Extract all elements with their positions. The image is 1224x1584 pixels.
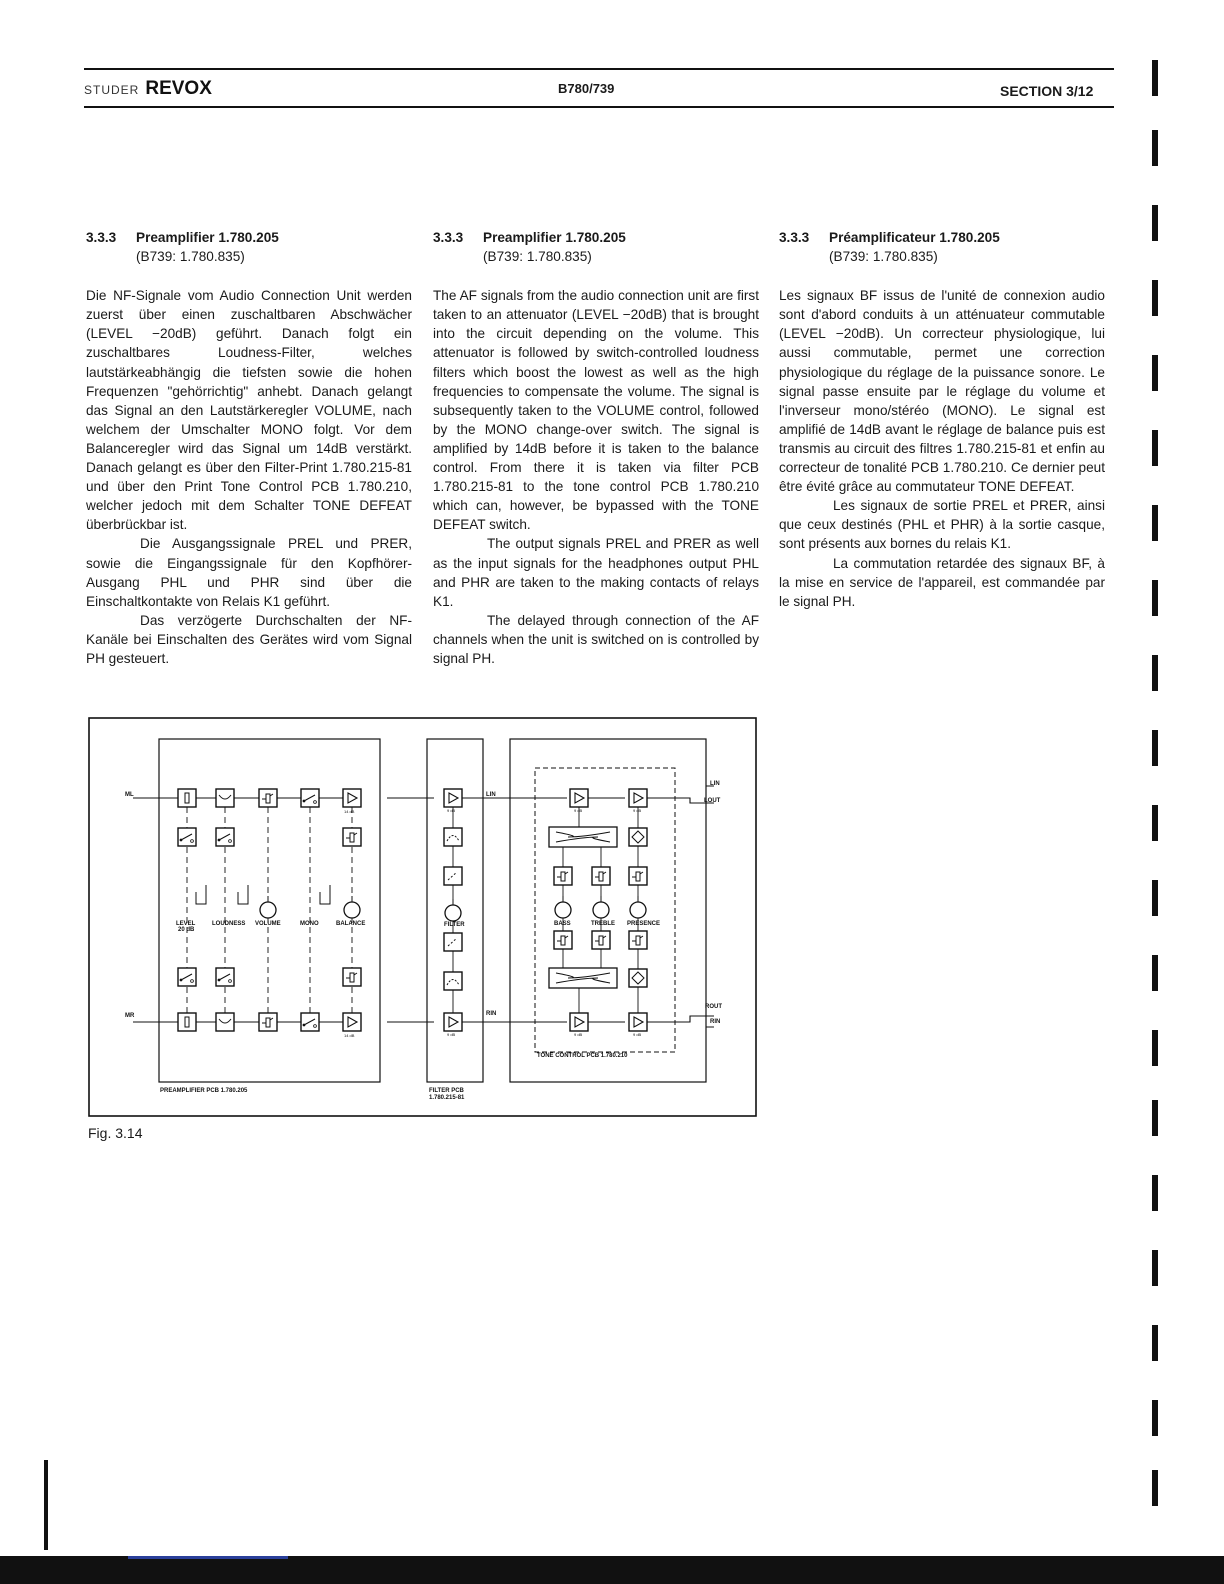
scan-edge-mark [1152,655,1158,691]
scan-edge-mark [1152,1470,1158,1506]
section-number: SECTION 3/12 [1000,83,1094,99]
column-heading: 3.3.3 Preamplifier 1.780.205 [433,230,626,245]
label-mr: MR [125,1013,135,1019]
label-ml: ML [125,792,134,798]
scan-edge-mark [1152,880,1158,916]
scan-edge-mark [1152,205,1158,241]
label-lout: LOUT [704,798,721,804]
label-preamp-pcb: PREAMPLIFIER PCB 1.780.205 [160,1088,248,1094]
label-rout: ROUT [705,1004,722,1010]
label-filter-pcb: FILTER PCB [429,1088,464,1094]
label-gain-9-filter-left: 9 dB [447,808,456,813]
label-rin: RIN [486,1011,497,1017]
label-gain-9-tone-3: 9 dB [574,1032,583,1037]
scan-edge-mark [1152,1175,1158,1211]
scan-edge-mark [1152,280,1158,316]
column-subheading: (B739: 1.780.835) [829,249,938,265]
scan-edge-mark [1152,580,1158,616]
label-mono: MONO [300,921,319,927]
label-gain-9-tone-2: 9 dB [633,808,642,813]
label-lin-out: LIN [710,781,720,787]
paragraph: The delayed through connection of the AF channels when the unit is switched on is controlled by signal PH. [433,612,759,666]
label-volume: VOLUME [255,921,281,927]
brand-studer: STUDER [84,83,140,97]
column-heading: 3.3.3 Preamplifier 1.780.205 [86,230,279,245]
scan-edge-mark [1152,505,1158,541]
brand-revox: REVOX [145,78,212,99]
column-heading: 3.3.3 Préamplificateur 1.780.205 [779,230,1000,245]
label-treble: TREBLE [591,921,615,927]
label-filter: FILTER [444,922,465,928]
label-gain-14-right: 14 dB [344,1033,355,1038]
paragraph: Das verzögerte Durchschalten der NF-Kanäle bei Einschalten des Gerätes wird vom Signal PH gesteuert. [86,612,412,666]
paragraph: Die NF-Signale vom Audio Connection Unit werden zuerst über einen zuschaltbaren Abschwächer (LEVEL −20dB) geführt. Danach folgt ein zuschaltbares Loudness-Filter, welches lautstärkeabhängig die tiefsten sowie die hohen Frequenzen "gehörrichtig" anhebt. Danach gelangt das Signal an den Lautstärkeregler VOLUME, nach welchem der Umschalter MONO folgt. Vor dem Balanceregler wird das Signal um 14dB verstärkt. Danach gelangt es über den Filter-Print 1.780.215-81 und über den Print Tone Control PCB 1.780.210, welcher jedoch mit dem Schalter TONE DEFEAT überbrückbar ist. [86,288,412,533]
label-loudness: LOUDNESS [212,921,246,927]
column-german [86,228,412,668]
label-gain-9-filter-right: 9 dB [447,1032,456,1037]
scan-edge-mark [1152,1400,1158,1436]
label-gain-14-left: 14 dB [344,809,355,814]
scan-edge-mark [1152,1030,1158,1066]
column-english [433,228,759,668]
label-balance: BALANCE [336,921,366,927]
scan-bottom-bar [0,1556,1224,1584]
paragraph: The output signals PREL and PRER as well as the input signals for the headphones output PHL and PHR are taken to the making contacts of relays K1. [433,536,759,609]
label-gain-9-tone-1: 9 dB [574,808,583,813]
block-diagram [88,717,757,1117]
scan-edge-mark [1152,1325,1158,1361]
paragraph: La commutation retardée des signaux BF, à la mise en service de l'appareil, est commandée par le signal PH. [779,555,1105,609]
scan-edge-mark [1152,805,1158,841]
label-bass: BASS [554,921,571,927]
label-lin: LIN [486,792,496,798]
header-bottom-rule [84,106,1114,108]
column-subheading: (B739: 1.780.835) [483,249,592,265]
scan-edge-mark [1152,1100,1158,1136]
scan-edge-mark [1152,130,1158,166]
brand-logo [84,78,212,100]
label-level-db: 20 dB [178,927,195,933]
scan-blue-line [128,1556,288,1559]
model-number: B780/739 [558,81,615,96]
paragraph: Die Ausgangssignale PREL und PRER, sowie die Eingangssignale für den Kopfhörer-Ausgang PHL und PHR sind über die Einschaltkontakte von Relais K1 geführt. [86,536,412,609]
label-filter-pcb-number: 1.780.215-81 [429,1095,465,1101]
scan-artifact [44,1460,48,1550]
paragraph: The AF signals from the audio connection unit are first taken to an attenuator (LEVEL −20dB) that is brought into the circuit depending on the volume. This attenuator is followed by switch-controlled loudness filters which boost the lowest as well as the high frequencies to compensate the volume. The signal is subsequently taken to the VOLUME control, followed by the MONO change-over switch. The signal is amplified by 14dB before it is taken to the balance control. From there it is taken via filter PCB 1.780.215-81 to the tone control PCB 1.780.210 which can, however, be bypassed with the TONE DEFEAT switch. [433,288,759,533]
scan-edge-mark [1152,430,1158,466]
label-level: LEVEL [176,921,196,927]
scan-edge-mark [1152,60,1158,96]
column-subheading: (B739: 1.780.835) [136,249,245,265]
label-tone-pcb: TONE CONTROL PCB 1.780.210 [537,1053,628,1059]
label-rin-out: RIN [710,1019,721,1025]
label-presence: PRESENCE [627,921,661,927]
label-gain-9-tone-4: 9 dB [633,1032,642,1037]
paragraph: Les signaux de sortie PREL et PRER, ainsi que ceux destinés (PHL et PHR) à la sortie casque, sont présents aux bornes du relais K1. [779,498,1105,552]
scan-edge-mark [1152,355,1158,391]
scan-edge-mark [1152,1250,1158,1286]
scan-edge-mark [1152,955,1158,991]
figure-caption: Fig. 3.14 [88,1125,143,1141]
column-french [779,228,1105,611]
header-top-rule [84,68,1114,70]
paragraph: Les signaux BF issus de l'unité de connexion audio sont d'abord conduits à un atténuateur commutable (LEVEL −20dB). Un correcteur physiologique, lui aussi commutable, permet une correction physiologique du réglage de la puissance sonore. Le signal passe ensuite par le réglage du volume et l'inverseur mono/stéréo (MONO). Le signal est amplifié de 14dB avant le réglage de balance puis est transmis au circuit des filtres 1.780.215-81 et enfin au correcteur de tonalité PCB 1.780.210. Ce dernier peut être évité grâce au commutateur TONE DEFEAT. [779,288,1105,495]
scan-edge-mark [1152,730,1158,766]
